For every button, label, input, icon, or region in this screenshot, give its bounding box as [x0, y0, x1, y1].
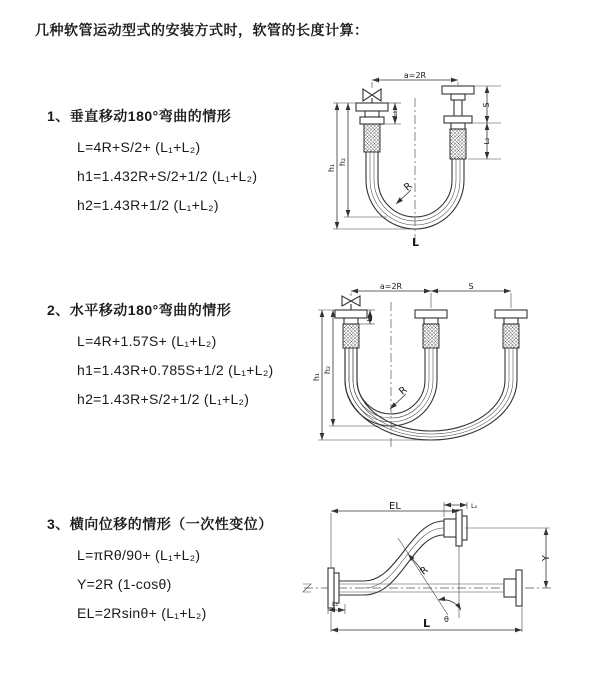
middle-pipe-fitting [415, 310, 447, 348]
label-s: S [468, 282, 474, 291]
label-r: R [402, 180, 415, 194]
label-a2r: a=2R [379, 282, 403, 291]
label-theta: θ [444, 615, 449, 624]
label-l2: L₂ [471, 502, 478, 510]
page-title: 几种软管运动型式的安装方式时，软管的长度计算： [35, 22, 369, 38]
label-r: R [397, 384, 410, 398]
dim-el [331, 501, 459, 567]
label-l: L [423, 617, 431, 630]
section-lateral-displacement [47, 514, 273, 634]
dim-a2r [372, 71, 458, 88]
label-a2r: a=2R [403, 71, 427, 80]
label-l1: L₁ [391, 110, 399, 118]
formula-h1: h1=1.432R+S/2+1/2 (L₁+L₂) [77, 168, 258, 184]
right-pipe-fitting [442, 86, 474, 159]
valve-icon [363, 89, 381, 103]
formula-h2: h2=1.43R+1/2 (L₁+L₂) [77, 197, 219, 213]
label-el: EL [389, 501, 401, 512]
radius-leader [408, 554, 431, 578]
dim-s [472, 86, 501, 123]
label-l1: L₁ [366, 314, 374, 322]
formula-h2: h2=1.43R+S/2+1/2 (L₁+L₂) [77, 391, 250, 407]
section-vertical-180-bend [47, 106, 257, 226]
label-s: S [482, 102, 491, 108]
left-pipe-fitting [335, 310, 367, 348]
left-pipe-fitting [356, 103, 388, 152]
label-l: L [412, 236, 420, 249]
section-3-heading: 3、横向位移的情形（一次性变位） [47, 516, 273, 532]
angle-construction [398, 538, 461, 624]
label-h1: h₁ [312, 372, 321, 382]
label-r: R [418, 564, 431, 578]
section-horizontal-180-bend [47, 300, 274, 420]
valve-icon [342, 296, 360, 310]
formula-h1: h1=1.43R+0.785S+1/2 (L₁+L₂) [77, 362, 274, 378]
formula-L: L=4R+S/2+ (L₁+L₂) [77, 139, 201, 155]
label-l2: L₂ [483, 137, 491, 145]
radius-leader [396, 181, 415, 204]
label-y: Y [541, 554, 552, 562]
formula-Y: Y=2R (1-cosθ) [77, 576, 172, 592]
dim-l [331, 600, 522, 632]
diagram-vertical-180-bend [315, 70, 543, 258]
label-h2: h₂ [338, 157, 347, 167]
dim-s [431, 282, 511, 308]
section-1-heading: 1、垂直移动180°弯曲的情形 [47, 108, 232, 124]
diagram-horizontal-180-bend [306, 282, 546, 454]
upper-flange-fitting [444, 510, 467, 546]
section-2-heading: 2、水平移动180°弯曲的情形 [47, 302, 232, 318]
dim-l2 [468, 123, 501, 159]
formula-L: L=πRθ/90+ (L₁+L₂) [77, 547, 201, 563]
formula-EL: EL=2Rsinθ+ (L₁+L₂) [77, 605, 207, 621]
radius-leader [390, 385, 410, 409]
formula-L: L=4R+1.57S+ (L₁+L₂) [77, 333, 217, 349]
right-pipe-fitting [495, 310, 527, 348]
label-l1: L₁ [332, 600, 339, 608]
label-h2: h₂ [323, 365, 332, 375]
diagram-lateral-displacement [298, 500, 562, 640]
label-h1: h₁ [327, 163, 336, 173]
